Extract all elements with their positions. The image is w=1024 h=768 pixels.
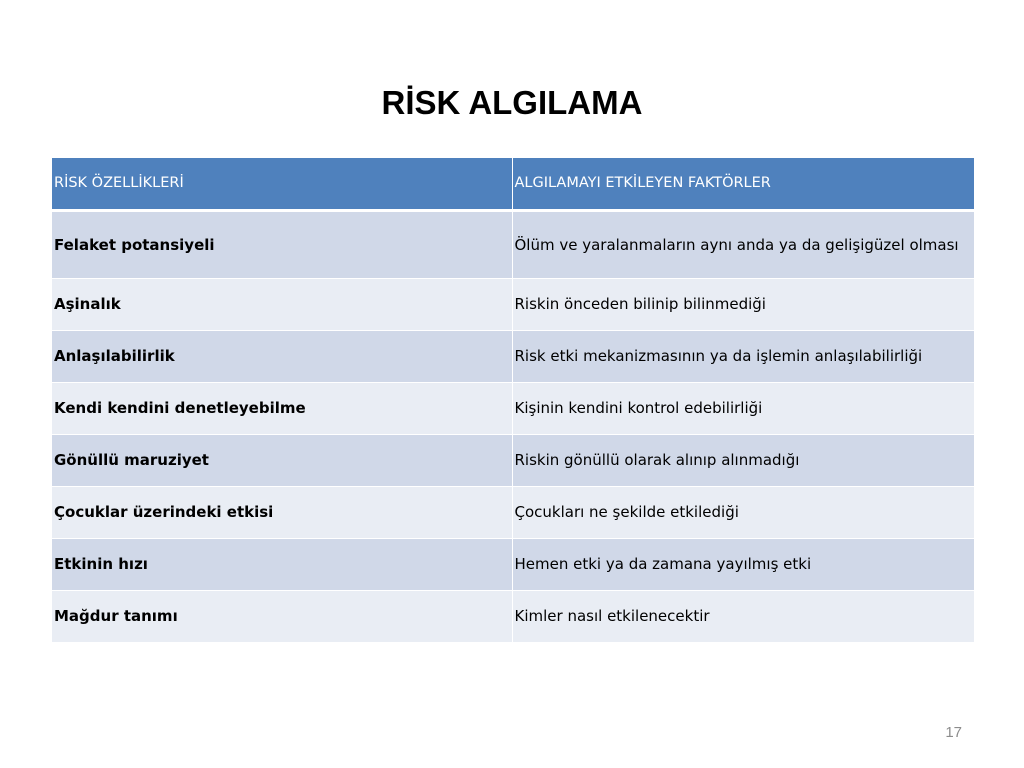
slide-title: RİSK ALGILAMA xyxy=(381,84,643,121)
row-description: Hemen etki ya da zamana yayılmış etki xyxy=(512,538,974,590)
row-factor: Mağdur tanımı xyxy=(52,590,512,642)
row-factor: Etkinin hızı xyxy=(52,538,512,590)
row-factor: Kendi kendini denetleyebilme xyxy=(52,382,512,434)
header-risk-features: RİSK ÖZELLİKLERİ xyxy=(52,158,512,210)
row-factor: Gönüllü maruziyet xyxy=(52,434,512,486)
table-row xyxy=(52,330,974,382)
row-factor: Anlaşılabilirlik xyxy=(52,330,512,382)
table-row xyxy=(52,538,974,590)
row-description: Ölüm ve yaralanmaların aynı anda ya da gelişigüzel olması xyxy=(512,210,974,278)
table-header-row xyxy=(52,158,974,210)
row-description: Çocukları ne şekilde etkilediği xyxy=(512,486,974,538)
table-row xyxy=(52,434,974,486)
header-perception-factors: ALGILAMAYI ETKİLEYEN FAKTÖRLER xyxy=(512,158,974,210)
row-description: Riskin önceden bilinip bilinmediği xyxy=(512,278,974,330)
row-factor: Aşinalık xyxy=(52,278,512,330)
risk-perception-table xyxy=(52,158,974,643)
row-factor: Felaket potansiyeli xyxy=(52,210,512,278)
table-row xyxy=(52,278,974,330)
page-number: 17 xyxy=(945,724,962,741)
row-description: Riskin gönüllü olarak alınıp alınmadığı xyxy=(512,434,974,486)
row-description: Kişinin kendini kontrol edebilirliği xyxy=(512,382,974,434)
table-row xyxy=(52,486,974,538)
table-row xyxy=(52,590,974,642)
row-factor: Çocuklar üzerindeki etkisi xyxy=(52,486,512,538)
table-row xyxy=(52,210,974,278)
table-row xyxy=(52,382,974,434)
row-description: Risk etki mekanizmasının ya da işlemin anlaşılabilirliği xyxy=(512,330,974,382)
row-description: Kimler nasıl etkilenecektir xyxy=(512,590,974,642)
